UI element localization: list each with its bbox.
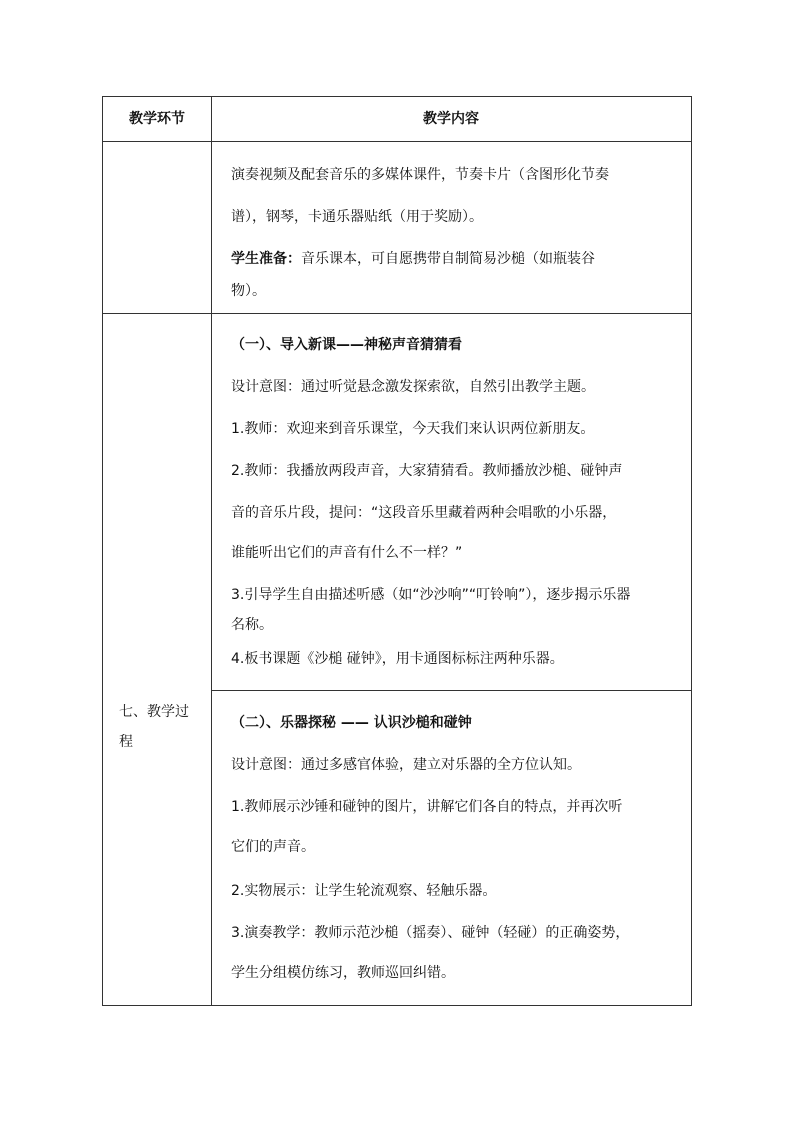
student-prep-text: 音乐课本，可自愿携带自制简易沙槌（如瓶装谷 [301, 251, 595, 267]
header-col2: 教学内容 [423, 111, 479, 127]
part1-step2a: 2.教师：我播放两段声音，大家猜猜看。教师播放沙槌、碰钟声 [231, 463, 623, 479]
prep-line1: 演奏视频及配套音乐的多媒体课件，节奏卡片（含图形化节奏 [231, 167, 609, 183]
part2-step1b: 它们的声音。 [231, 839, 315, 855]
student-prep [231, 249, 681, 269]
prep-line4: 物）。 [231, 283, 266, 299]
part2-step2: 2.实物展示：让学生轮流观察、轻触乐器。 [231, 883, 497, 899]
part2-title: （二）、乐器探秘 —— 认识沙槌和碰钟 [231, 715, 472, 731]
process-label-line1: 七、教学过 [119, 704, 189, 720]
student-prep-label: 学生准备： [231, 251, 301, 267]
header-divider [103, 141, 691, 142]
lesson-table [102, 96, 692, 1006]
part1-step4: 4.板书课题《沙槌 碰钟》，用卡通图标标注两种乐器。 [231, 651, 564, 667]
process-label-line2: 程 [119, 734, 133, 750]
part1-step1: 1.教师：欢迎来到音乐课堂，今天我们来认识两位新朋友。 [231, 421, 595, 437]
part2-step3b: 学生分组模仿练习，教师巡回纠错。 [231, 965, 455, 981]
part2-intent: 设计意图：通过多感官体验，建立对乐器的全方位认知。 [231, 757, 581, 773]
part1-step2c: 谁能听出它们的声音有什么不一样？” [231, 545, 463, 561]
part1-step3b: 名称。 [231, 617, 273, 633]
subsection-divider [211, 690, 691, 691]
column-divider [211, 97, 212, 1005]
part2-step1a: 1.教师展示沙锤和碰钟的图片，讲解它们各自的特点，并再次听 [231, 799, 623, 815]
header-col1: 教学环节 [129, 111, 185, 127]
part1-step3a: 3.引导学生自由描述听感（如“沙沙响”“叮铃响”），逐步揭示乐器 [231, 587, 631, 603]
part1-step2b: 音的音乐片段，提问：“这段音乐里藏着两种会唱歌的小乐器， [231, 505, 617, 521]
part2-step3a: 3.演奏教学：教师示范沙槌（摇奏）、碰钟（轻碰）的正确姿势， [231, 925, 630, 941]
prep-line2: 谱），钢琴，卡通乐器贴纸（用于奖励）。 [231, 209, 483, 225]
row-divider [103, 313, 691, 314]
process-label [119, 697, 199, 757]
part1-intent: 设计意图：通过听觉悬念激发探索欲，自然引出教学主题。 [231, 379, 595, 395]
part1-title: （一）、导入新课——神秘声音猜猜看 [231, 337, 462, 353]
